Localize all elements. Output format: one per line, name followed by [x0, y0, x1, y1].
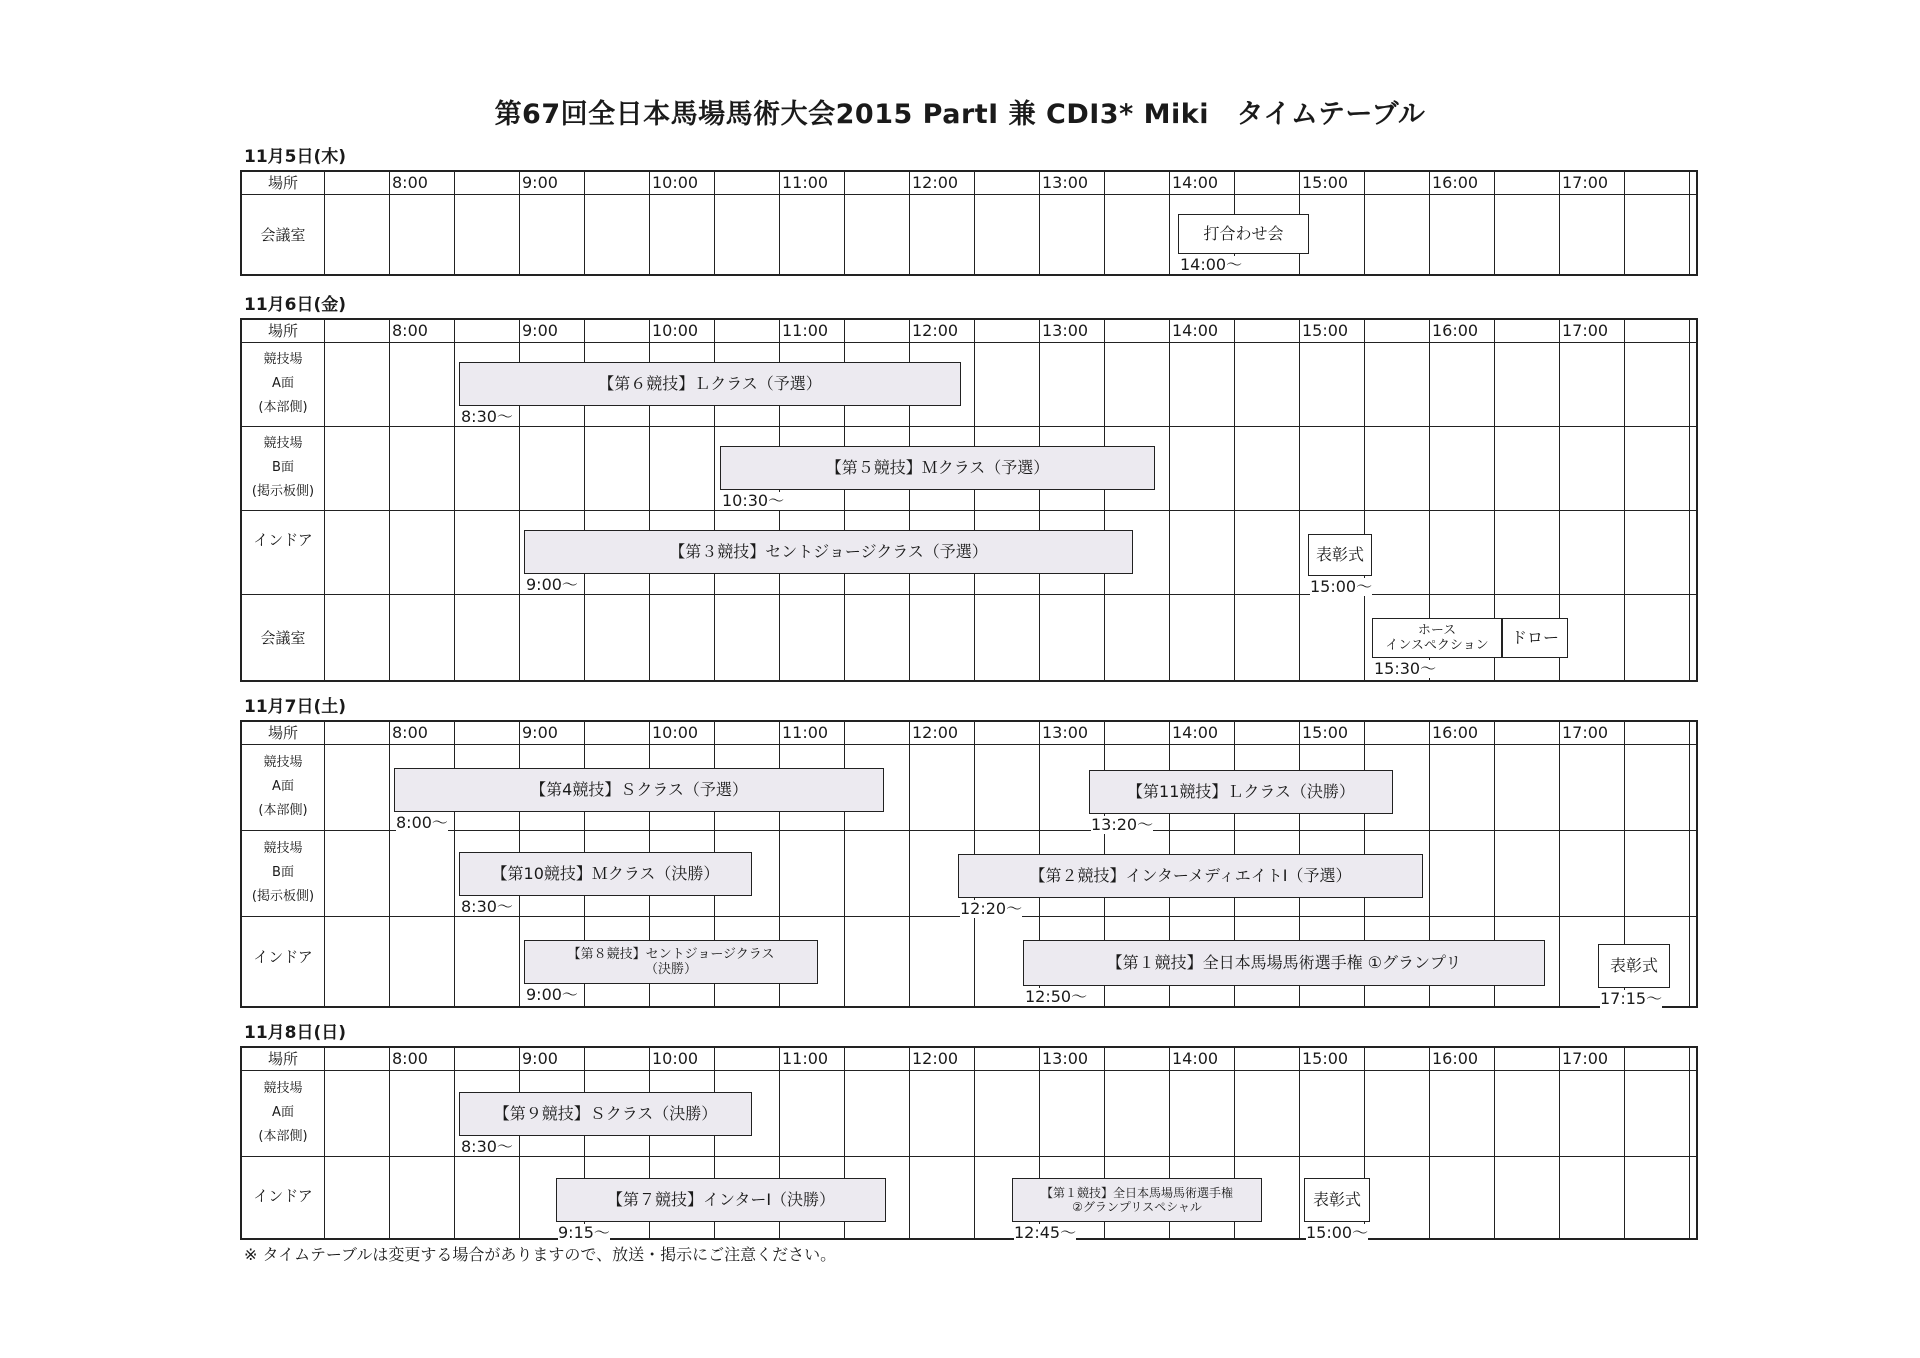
day-label-nov7: 11月7日(土) [244, 697, 347, 717]
grid-line [389, 722, 390, 1006]
hour-label: 12:00 [912, 1049, 959, 1068]
room-arena-b: 競技場 B面 (掲示板側) [251, 436, 315, 499]
hour-label: 10:00 [652, 321, 699, 340]
grid-line [1689, 722, 1690, 1006]
room-conference: 会議室 [260, 629, 306, 647]
hour-label: 9:00 [522, 173, 558, 192]
room-conference: 会議室 [260, 226, 306, 244]
hour-label: 16:00 [1432, 723, 1479, 742]
grid-line [1624, 320, 1625, 680]
grid-line [454, 172, 455, 274]
grid-line [1104, 172, 1105, 274]
grid-line [454, 1048, 455, 1238]
hour-label: 16:00 [1432, 321, 1479, 340]
grid-line [714, 172, 715, 274]
event-bar: 【第１競技】全日本馬場馬術選手権 ②グランプリスペシャル [1012, 1178, 1262, 1222]
page-title: 第67回全日本馬場馬術大会2015 PartⅠ 兼 CDI3* Miki タイムテーブル [494, 99, 1426, 130]
grid-line [909, 722, 910, 1006]
hour-label: 13:00 [1042, 321, 1089, 340]
grid-line [1169, 320, 1170, 680]
hour-label: 8:00 [392, 321, 428, 340]
event-start-time: 10:30～ [722, 491, 785, 510]
timetable-nov8 [240, 1046, 1698, 1240]
grid-line [389, 320, 390, 680]
event-start-time: 15:00～ [1310, 577, 1373, 596]
grid-line [974, 172, 975, 274]
event-start-time: 9:15～ [558, 1223, 610, 1242]
day-label-nov6: 11月6日(金) [244, 295, 347, 315]
grid-line [974, 1048, 975, 1238]
event-start-time: 8:30～ [461, 1137, 513, 1156]
event-start-time: 15:00～ [1306, 1223, 1369, 1242]
hour-label: 15:00 [1302, 723, 1349, 742]
grid-line [389, 1048, 390, 1238]
event-bar: 【第4競技】Ｓクラス（予選） [394, 768, 884, 812]
footnote: ※ タイムテーブルは変更する場合がありますので、放送・掲示にご注意ください。 [244, 1245, 837, 1264]
hour-label: 12:00 [912, 321, 959, 340]
event-bar: 【第８競技】セントジョージクラス （決勝） [524, 940, 818, 984]
event-start-time: 12:45～ [1014, 1223, 1077, 1242]
event-start-time: 8:30～ [461, 407, 513, 426]
grid-line [974, 320, 975, 680]
hour-label: 16:00 [1432, 1049, 1479, 1068]
event-start-time: 8:30～ [461, 897, 513, 916]
hour-label: 10:00 [652, 173, 699, 192]
hour-label: 12:00 [912, 173, 959, 192]
grid-line [1559, 1048, 1560, 1238]
hour-label: 11:00 [782, 173, 829, 192]
event-bar: 【第７競技】インターⅠ（決勝） [556, 1178, 886, 1222]
hour-label: 8:00 [392, 173, 428, 192]
hour-label: 12:00 [912, 723, 959, 742]
room-indoor: インドア [253, 1187, 313, 1205]
place-header: 場所 [267, 174, 298, 192]
grid-line [324, 1048, 325, 1238]
event-award-ceremony: 表彰式 [1598, 944, 1670, 988]
grid-line [1299, 320, 1300, 680]
hour-label: 13:00 [1042, 723, 1089, 742]
grid-line [584, 172, 585, 274]
hour-label: 11:00 [782, 723, 829, 742]
hour-label: 10:00 [652, 723, 699, 742]
timetable-nov7 [240, 720, 1698, 1008]
grid-line [844, 172, 845, 274]
grid-line [1624, 172, 1625, 274]
event-start-time: 12:20～ [960, 899, 1023, 918]
grid-line [1689, 320, 1690, 680]
room-indoor: インドア [253, 531, 313, 549]
hour-label: 8:00 [392, 723, 428, 742]
hour-label: 11:00 [782, 321, 829, 340]
grid-line [1494, 1048, 1495, 1238]
event-award-ceremony: 表彰式 [1308, 534, 1372, 576]
grid-line [1689, 1048, 1690, 1238]
timetable-nov5 [240, 170, 1698, 276]
event-start-time: 13:20～ [1091, 815, 1154, 834]
grid-line [1299, 1048, 1300, 1238]
hour-label: 9:00 [522, 321, 558, 340]
grid-line [324, 722, 325, 1006]
event-bar: 【第２競技】インターメディエイトⅠ（予選） [958, 854, 1423, 898]
hour-label: 14:00 [1172, 723, 1219, 742]
event-bar: 【第３競技】セントジョージクラス（予選） [524, 530, 1133, 574]
grid-line [1104, 320, 1105, 680]
grid-line [1689, 172, 1690, 274]
event-bar: 【第11競技】Ｌクラス（決勝） [1089, 770, 1393, 814]
event-start-time: 9:00～ [526, 575, 578, 594]
event-meeting: 打合わせ会 [1178, 214, 1309, 254]
event-draw: ドロー [1502, 618, 1568, 658]
grid-line [1364, 172, 1365, 274]
hour-label: 16:00 [1432, 173, 1479, 192]
grid-line [1039, 320, 1040, 680]
event-start-time: 8:00～ [396, 813, 448, 832]
event-bar: 【第10競技】Ｍクラス（決勝） [459, 852, 752, 896]
hour-label: 10:00 [652, 1049, 699, 1068]
grid-line [1364, 320, 1365, 680]
hour-label: 8:00 [392, 1049, 428, 1068]
room-arena-a: 競技場 A面 (本部側) [258, 755, 308, 818]
place-header: 場所 [267, 724, 298, 742]
day-label-nov8: 11月8日(日) [244, 1023, 347, 1043]
hour-label: 13:00 [1042, 173, 1089, 192]
grid-line [1234, 320, 1235, 680]
grid-line [324, 320, 325, 680]
hour-label: 17:00 [1562, 1049, 1609, 1068]
grid-line [1559, 722, 1560, 1006]
grid-line [1494, 172, 1495, 274]
hour-label: 17:00 [1562, 723, 1609, 742]
grid-line [844, 722, 845, 1006]
grid-line [454, 722, 455, 1006]
event-start-time: 17:15～ [1600, 989, 1663, 1008]
event-start-time: 12:50～ [1025, 987, 1088, 1006]
event-bar: 【第６競技】Ｌクラス（予選） [459, 362, 961, 406]
event-horse-inspection: ホース インスペクション [1372, 618, 1502, 658]
room-arena-b: 競技場 B面 (掲示板側) [251, 841, 315, 904]
hour-label: 15:00 [1302, 1049, 1349, 1068]
grid-line [324, 172, 325, 274]
room-arena-a: 競技場 A面 (本部側) [258, 1081, 308, 1144]
timetable-nov6 [240, 318, 1698, 682]
day-label-nov5: 11月5日(木) [244, 147, 347, 167]
place-header: 場所 [267, 1050, 298, 1068]
grid-line [1624, 1048, 1625, 1238]
grid-line [454, 320, 455, 680]
hour-label: 9:00 [522, 1049, 558, 1068]
hour-label: 17:00 [1562, 173, 1609, 192]
room-arena-a: 競技場 A面 (本部側) [258, 352, 308, 415]
hour-label: 14:00 [1172, 1049, 1219, 1068]
hour-label: 15:00 [1302, 173, 1349, 192]
room-indoor: インドア [253, 948, 313, 966]
event-start-time: 9:00～ [526, 985, 578, 1004]
place-header: 場所 [267, 322, 298, 340]
hour-label: 11:00 [782, 1049, 829, 1068]
hour-label: 14:00 [1172, 173, 1219, 192]
hour-label: 15:00 [1302, 321, 1349, 340]
event-start-time: 14:00～ [1180, 255, 1243, 274]
event-bar: 【第５競技】Ｍクラス（予選） [720, 446, 1155, 490]
event-start-time: 15:30～ [1374, 659, 1437, 678]
hour-label: 17:00 [1562, 321, 1609, 340]
hour-label: 13:00 [1042, 1049, 1089, 1068]
hour-label: 14:00 [1172, 321, 1219, 340]
grid-line [909, 1048, 910, 1238]
event-bar: 【第１競技】全日本馬場馬術選手権 ①グランプリ [1023, 940, 1545, 986]
event-bar: 【第９競技】Ｓクラス（決勝） [459, 1092, 752, 1136]
grid-line [1429, 1048, 1430, 1238]
hour-label: 9:00 [522, 723, 558, 742]
event-award-ceremony: 表彰式 [1304, 1178, 1370, 1222]
grid-line [519, 1048, 520, 1238]
